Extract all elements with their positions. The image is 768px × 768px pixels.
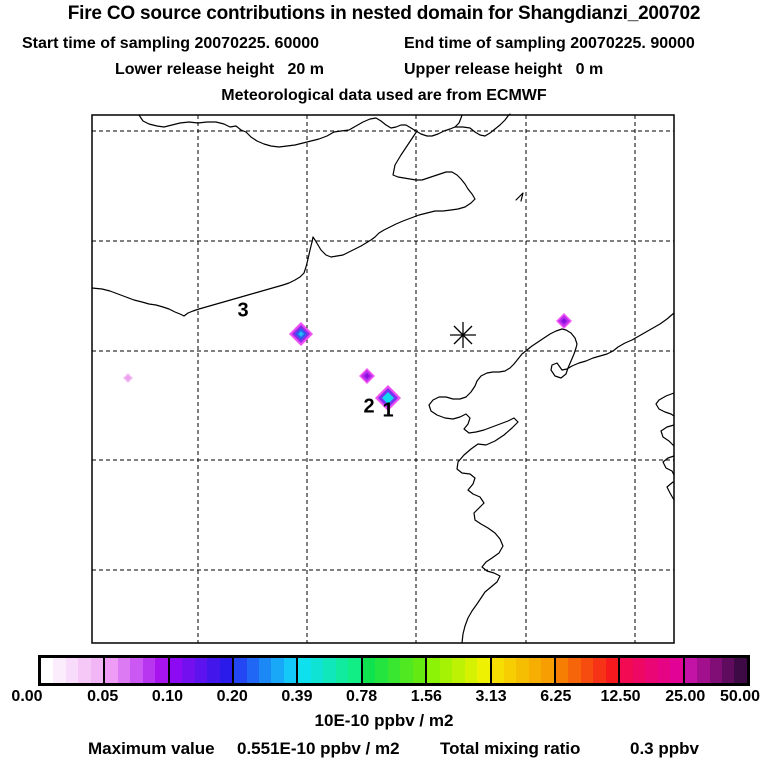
coastline	[656, 393, 674, 416]
coastline	[667, 482, 674, 500]
colorbar-tick-label: 6.25	[540, 688, 572, 705]
source-number-label: 3	[237, 299, 249, 322]
colorbar-tick-label: 0.39	[281, 688, 313, 705]
colorbar-cell	[53, 658, 65, 683]
colorbar-cell	[375, 658, 387, 683]
colorbar-tick-label: 12.50	[600, 688, 641, 705]
colorbar-cell	[323, 658, 335, 683]
colorbar-cell	[363, 658, 375, 683]
colorbar-cell	[78, 658, 90, 683]
colorbar-tick-label: 25.00	[665, 688, 706, 705]
colorbar-segment	[427, 658, 491, 683]
colorbar-cell	[284, 658, 296, 683]
colorbar-cell	[440, 658, 452, 683]
colorbar-cell	[620, 658, 632, 683]
colorbar-cell	[504, 658, 516, 683]
colorbar-cell	[400, 658, 412, 683]
colorbar-cell	[105, 658, 117, 683]
colorbar	[38, 655, 750, 686]
colorbar-segment	[105, 658, 169, 683]
colorbar-cell	[477, 658, 489, 683]
colorbar-cell	[556, 658, 568, 683]
colorbar-segment	[492, 658, 556, 683]
colorbar-segment	[298, 658, 362, 683]
figure-title: Fire CO source contributions in nested domain for Shangdianzi_200702	[67, 3, 701, 24]
colorbar-cell	[452, 658, 464, 683]
map-frame	[92, 115, 674, 643]
colorbar-cell	[722, 658, 734, 683]
colorbar-cell	[633, 658, 645, 683]
colorbar-cell	[427, 658, 439, 683]
colorbar-cell	[658, 658, 670, 683]
coastline	[455, 114, 510, 136]
met-data-text: Meteorological data used are from ECMWF	[221, 87, 547, 104]
coastline	[516, 193, 523, 201]
colorbar-tick-label: 0.05	[87, 688, 119, 705]
colorbar-cell	[516, 658, 528, 683]
colorbar-cell	[541, 658, 553, 683]
coastline	[663, 456, 674, 475]
colorbar-cell	[118, 658, 130, 683]
coastline	[139, 115, 462, 147]
colorbar-tick-label: 3.13	[475, 688, 507, 705]
colorbar-cell	[170, 658, 182, 683]
colorbar-cell	[66, 658, 78, 683]
colorbar-cell	[645, 658, 657, 683]
total-mixing-ratio-value: 0.3 ppbv	[630, 739, 699, 758]
colorbar-segment	[41, 658, 105, 683]
upper-release-height-text: Upper release height 0 m	[404, 61, 604, 78]
colorbar-tick-label: 0.10	[151, 688, 184, 705]
colorbar-cell	[41, 658, 53, 683]
colorbar-cell	[348, 658, 360, 683]
colorbar-tick-label: 1.56	[410, 688, 442, 705]
colorbar-tick-labels	[0, 688, 768, 708]
colorbar-cell	[734, 658, 746, 683]
max-value: 0.551E-10 ppbv / m2	[237, 739, 400, 758]
colorbar-cell	[593, 658, 605, 683]
colorbar-cell	[155, 658, 167, 683]
colorbar-tick-label: 0.00	[11, 688, 43, 705]
colorbar-cell	[606, 658, 618, 683]
max-value-label: Maximum value	[88, 739, 215, 758]
footer-stats	[0, 739, 768, 761]
colorbar-segment	[685, 658, 747, 683]
colorbar-cell	[130, 658, 142, 683]
colorbar-cell	[220, 658, 232, 683]
colorbar-cell	[529, 658, 541, 683]
source-number-label: 1	[382, 399, 394, 422]
colorbar-cell	[311, 658, 323, 683]
colorbar-cell	[91, 658, 103, 683]
colorbar-cell	[388, 658, 400, 683]
colorbar-cell	[182, 658, 194, 683]
colorbar-unit-label: 10E-10 ppbv / m2	[314, 711, 454, 730]
colorbar-segment	[620, 658, 684, 683]
colorbar-cell	[670, 658, 682, 683]
colorbar-segment	[363, 658, 427, 683]
colorbar-cell	[685, 658, 697, 683]
colorbar-cell	[247, 658, 259, 683]
colorbar-tick-label: 0.20	[216, 688, 248, 705]
sampling-end-text: End time of sampling 20070225. 90000	[404, 35, 695, 52]
colorbar-segment	[556, 658, 620, 683]
colorbar-cell	[195, 658, 207, 683]
coastline	[429, 313, 674, 643]
colorbar-segment	[170, 658, 234, 683]
colorbar-cell	[234, 658, 246, 683]
colorbar-cell	[413, 658, 425, 683]
total-mixing-ratio-label: Total mixing ratio	[440, 739, 581, 758]
colorbar-cell	[697, 658, 709, 683]
colorbar-segment	[234, 658, 298, 683]
colorbar-cell	[568, 658, 580, 683]
colorbar-cell	[143, 658, 155, 683]
colorbar-cell	[336, 658, 348, 683]
colorbar-tick-label: 50.00	[719, 688, 761, 705]
colorbar-tick-label: 0.78	[346, 688, 378, 705]
colorbar-cell	[298, 658, 310, 683]
colorbar-cell	[271, 658, 283, 683]
colorbar-cell	[207, 658, 219, 683]
colorbar-cell	[710, 658, 722, 683]
colorbar-cell	[259, 658, 271, 683]
colorbar-cell	[492, 658, 504, 683]
lower-release-height-text: Lower release height 20 m	[115, 61, 324, 78]
colorbar-cell	[581, 658, 593, 683]
colorbar-cell	[465, 658, 477, 683]
sampling-start-text: Start time of sampling 20070225. 60000	[22, 35, 320, 52]
coastline	[92, 131, 475, 316]
source-number-label: 2	[363, 395, 375, 418]
coastline	[661, 425, 674, 446]
